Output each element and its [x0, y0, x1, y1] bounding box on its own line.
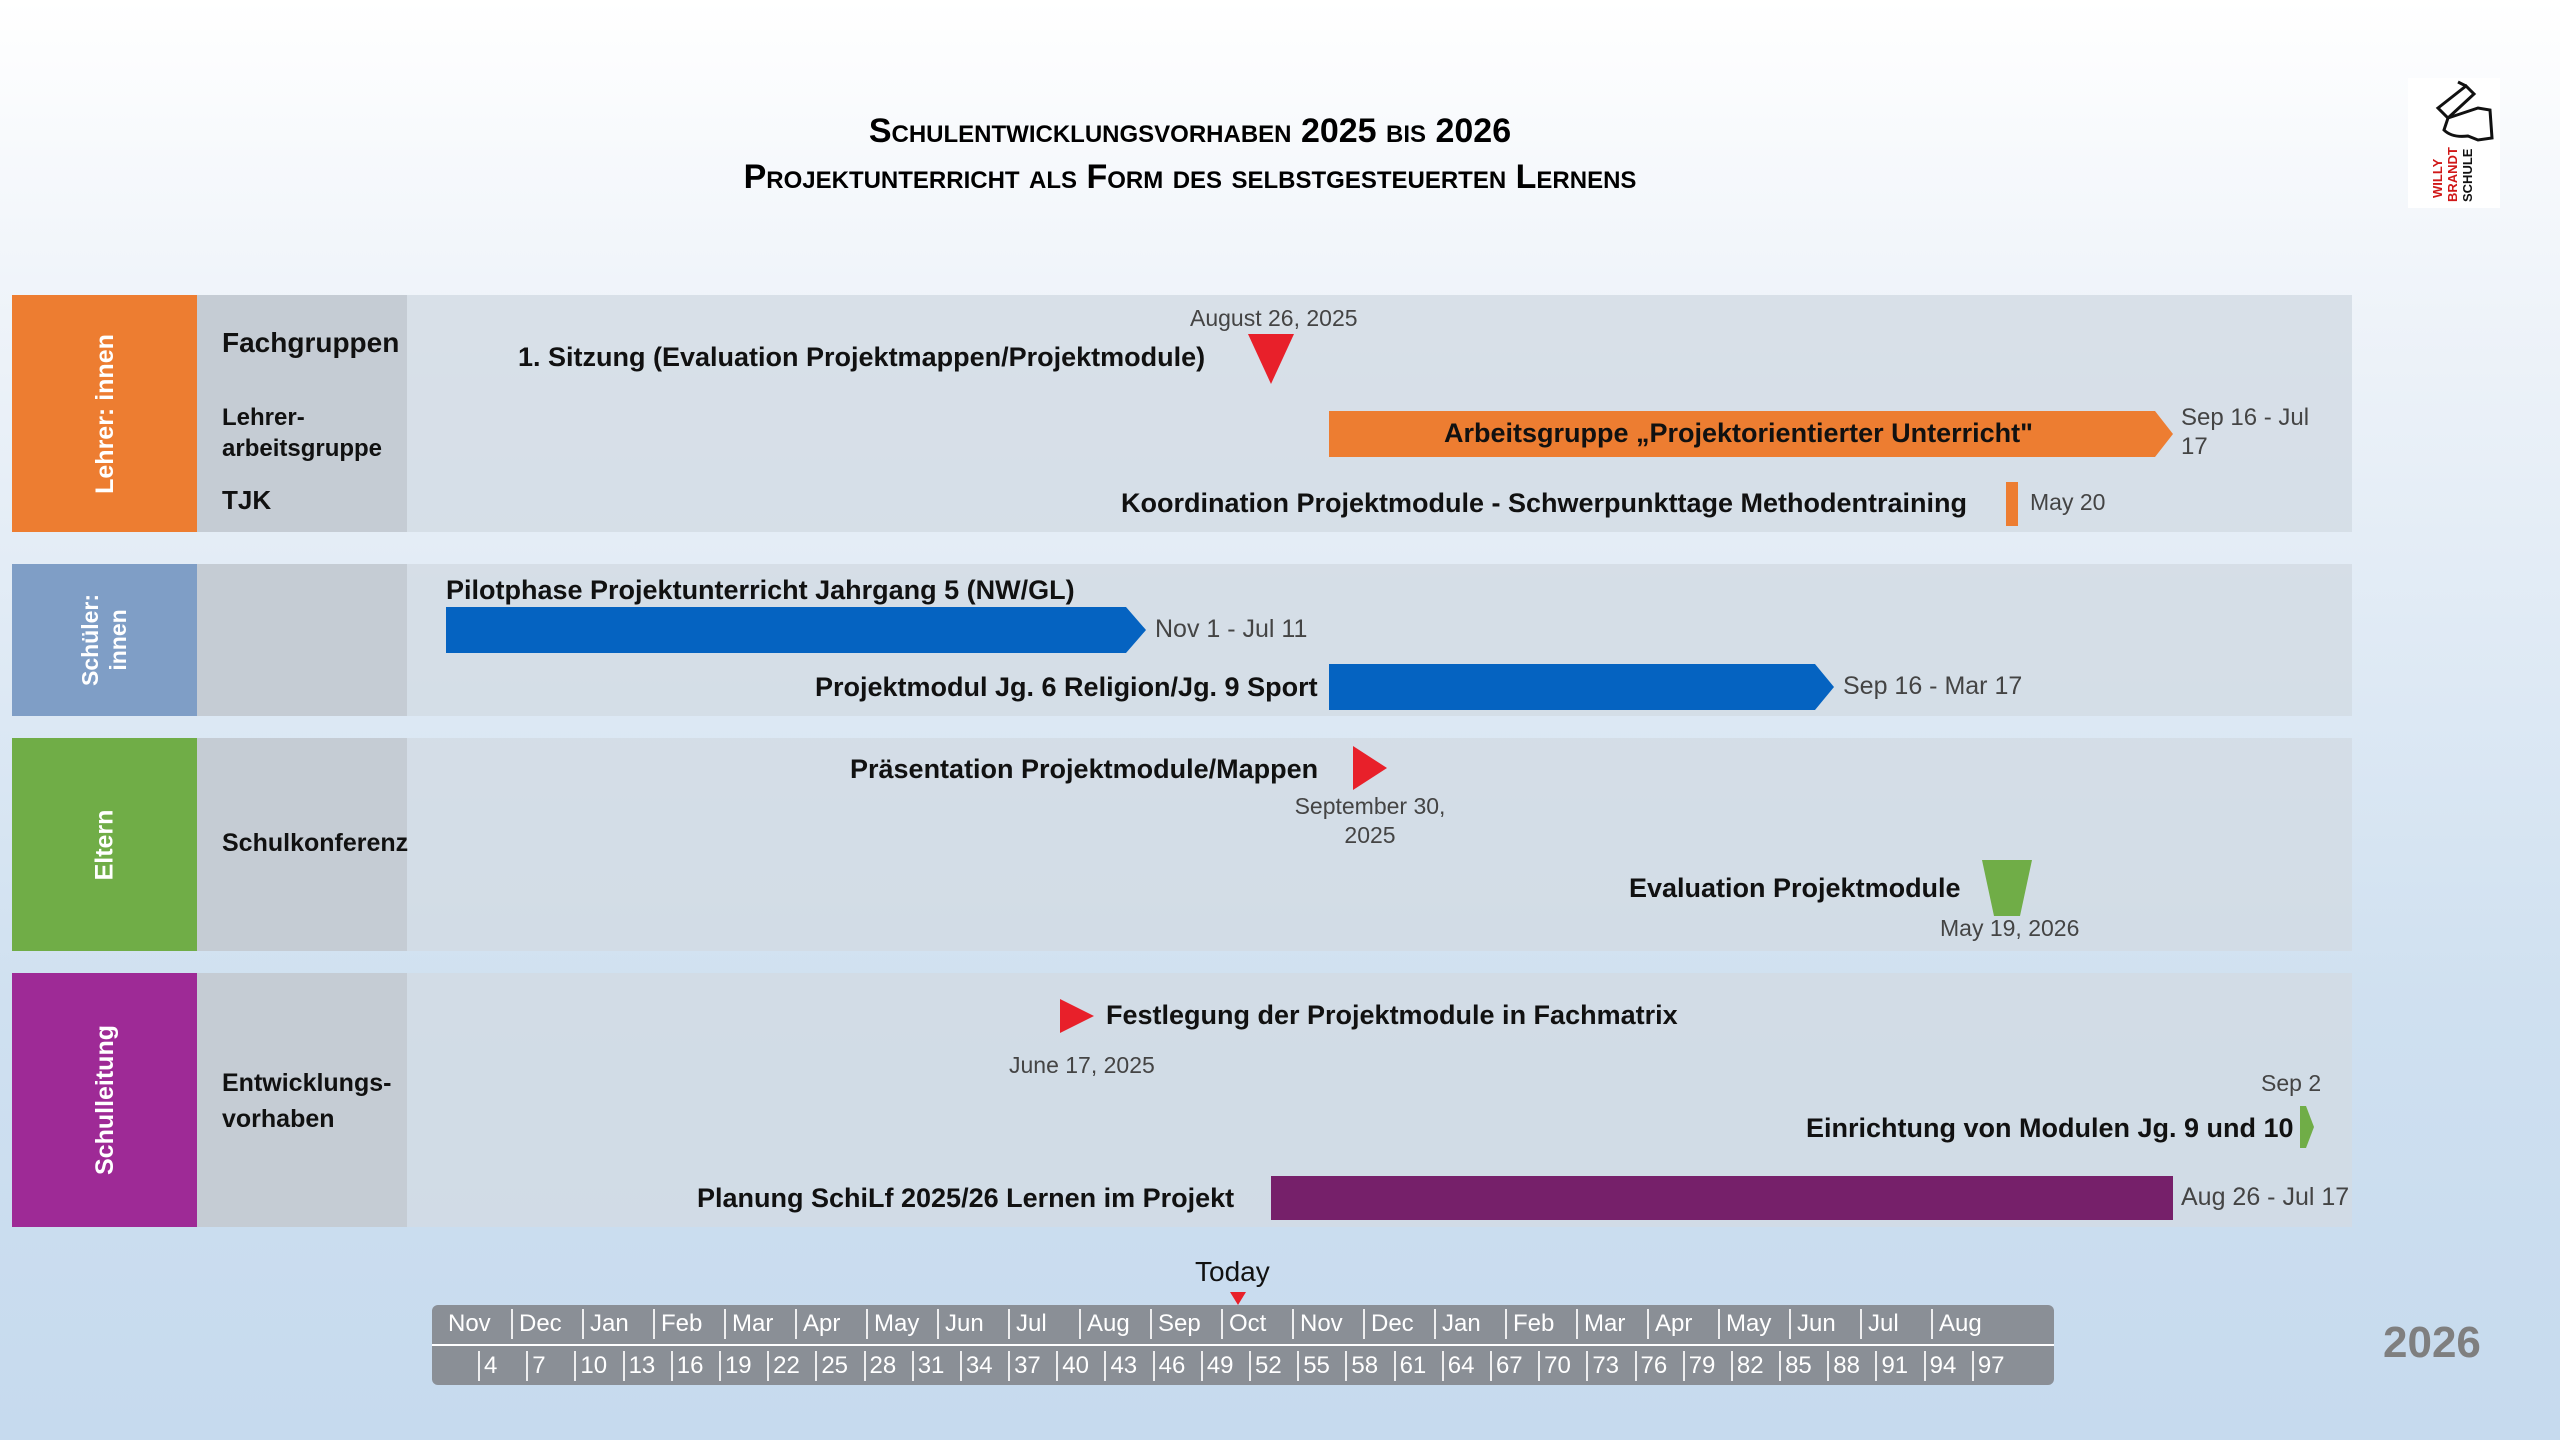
timeline-month-label: Oct	[1229, 1310, 1267, 1337]
timeline-week-label: 58	[1351, 1352, 1379, 1379]
timeline-week-label: 37	[1014, 1352, 1041, 1379]
milestone-date-1-sitzung: August 26, 2025	[1190, 305, 1358, 331]
timeline-month-label: Jan	[1442, 1310, 1481, 1337]
timeline-month-separator	[1718, 1309, 1720, 1339]
timeline-month-separator	[1931, 1309, 1933, 1339]
timeline-divider	[432, 1344, 2054, 1346]
timeline-week-separator	[1201, 1351, 1203, 1381]
timeline-month-separator	[653, 1309, 655, 1339]
timeline-month-separator	[1363, 1309, 1365, 1339]
task-label-1-sitzung: 1. Sitzung (Evaluation Projektmappen/Projektmodule)	[518, 342, 1206, 372]
timeline-week-separator	[671, 1351, 673, 1381]
timeline-month-label: Mar	[732, 1310, 774, 1337]
logo-lettering-willy: WILLY	[2430, 158, 2445, 198]
timeline-month-separator	[1860, 1309, 1862, 1339]
timeline-week-label: 34	[965, 1352, 993, 1379]
milestone-marker-down	[1246, 332, 1296, 386]
subgroup-schulkonferenz: Schulkonferenz	[222, 829, 409, 857]
timeline-month-separator	[1221, 1309, 1223, 1339]
timeline-week-label: 94	[1929, 1352, 1957, 1379]
timeline-week-separator	[1297, 1351, 1299, 1381]
task-bar-projektmodul	[1329, 664, 1834, 710]
timeline-month-label: Feb	[661, 1310, 703, 1337]
timeline-month-label: Mar	[1584, 1310, 1626, 1337]
timeline-week-separator	[1442, 1351, 1444, 1381]
task-dates-koordination: May 20	[2030, 489, 2106, 515]
title-line-1: Schulentwicklungsvorhaben 2025 bis 2026	[868, 112, 1512, 150]
timeline-month-label: Jul	[1868, 1310, 1899, 1337]
timeline-month-label: Aug	[1087, 1310, 1130, 1337]
task-label-evaluation: Evaluation Projektmodule	[1629, 873, 1961, 903]
timeline-week-separator	[478, 1351, 480, 1381]
task-dates-pilotphase: Nov 1 - Jul 11	[1155, 615, 1308, 643]
timeline-week-separator	[1972, 1351, 1974, 1381]
logo-lettering-brandt: BRANDT	[2445, 147, 2460, 202]
timeline-week-label: 25	[821, 1352, 849, 1379]
task-dates-projektmodul: Sep 16 - Mar 17	[1843, 672, 2023, 700]
task-label-koordination: Koordination Projektmodule - Schwerpunkttage Methodentraining	[1121, 488, 1968, 518]
timeline-week-label: 4	[484, 1352, 498, 1379]
task-bar-koordination	[2006, 482, 2018, 526]
timeline-month-separator	[1789, 1309, 1791, 1339]
timeline-week-label: 7	[532, 1352, 546, 1379]
section-label-text: Schulleitung	[90, 1025, 119, 1175]
task-label-projektmodul: Projektmodul Jg. 6 Religion/Jg. 9 Sport	[815, 672, 1318, 702]
timeline-week-separator	[1779, 1351, 1781, 1381]
timeline-month-label: May	[874, 1310, 920, 1337]
timeline-month-label: Nov	[1300, 1310, 1343, 1337]
timeline-week-label: 49	[1206, 1352, 1234, 1379]
timeline-month-label: Dec	[1371, 1310, 1414, 1337]
timeline-week-separator	[1345, 1351, 1347, 1381]
timeline-week-label: 88	[1833, 1352, 1860, 1379]
timeline-week-label: 10	[580, 1352, 608, 1379]
timeline-week-separator	[1490, 1351, 1492, 1381]
subgroup-entwicklungsvorhaben-text: Entwicklungs- vorhaben	[222, 1069, 392, 1133]
task-bar-planung-schilf	[1271, 1176, 2173, 1220]
task-label-einrichtung: Einrichtung von Modulen Jg. 9 und 10	[1806, 1113, 2294, 1143]
timeline-month-label: Dec	[519, 1310, 562, 1337]
timeline-week-separator	[719, 1351, 721, 1381]
timeline-month-label: Apr	[803, 1310, 841, 1337]
timeline-week-separator	[1008, 1351, 1010, 1381]
task-label-praesentation: Präsentation Projektmodule/Mappen	[850, 754, 1319, 784]
section-label-text: Eltern	[90, 809, 119, 880]
timeline-months	[432, 1305, 2054, 1343]
task-label-festlegung: Festlegung der Projektmodule in Fachmatrix	[1106, 1000, 1678, 1030]
timeline-week-separator	[912, 1351, 914, 1381]
timeline-month-separator	[1150, 1309, 1152, 1339]
timeline-month-label: Jun	[945, 1310, 984, 1337]
year-label: 2026	[2383, 1318, 2481, 1367]
timeline-week-label: 13	[628, 1352, 656, 1379]
timeline-month-label: Nov	[448, 1310, 491, 1337]
timeline-month-separator	[866, 1309, 868, 1339]
timeline-week-separator	[1394, 1351, 1396, 1381]
timeline-week-separator	[574, 1351, 576, 1381]
timeline-week-label: 91	[1881, 1352, 1909, 1379]
milestone-marker-right	[1058, 997, 1096, 1035]
timeline-weeks	[432, 1347, 2054, 1385]
timeline-week-separator	[1153, 1351, 1155, 1381]
timeline-week-separator	[1056, 1351, 1058, 1381]
task-dates-planung-schilf: Aug 26 - Jul 17	[2181, 1183, 2350, 1211]
timeline-month-separator	[1008, 1309, 1010, 1339]
timeline-month-label: Aug	[1939, 1310, 1982, 1337]
milestone-date-praesentation-text: September 30, 2025	[1294, 793, 1446, 848]
timeline-month-separator	[937, 1309, 939, 1339]
timeline-month-separator	[724, 1309, 726, 1339]
timeline-week-label: 40	[1062, 1352, 1089, 1379]
milestone-marker-green	[1982, 860, 2032, 916]
timeline-month-label: Jul	[1016, 1310, 1047, 1337]
timeline-month-separator	[1292, 1309, 1294, 1339]
task-dates-arbeitsgruppe-text: Sep 16 - Jul 17	[2181, 404, 2310, 460]
timeline-week-label: 64	[1447, 1352, 1475, 1379]
timeline-month-label: Jun	[1797, 1310, 1836, 1337]
timeline-week-label: 31	[917, 1352, 945, 1379]
timeline-week-label: 61	[1399, 1352, 1427, 1379]
timeline-week-label: 73	[1592, 1352, 1620, 1379]
timeline-week-separator	[767, 1351, 769, 1381]
timeline-week-label: 22	[773, 1352, 800, 1379]
section-label-text: Lehrer: innen	[90, 333, 119, 494]
timeline-week-separator	[1635, 1351, 1637, 1381]
timeline-month-label: Jan	[590, 1310, 629, 1337]
task-label-pilotphase: Pilotphase Projektunterricht Jahrgang 5 (NW/GL)	[446, 575, 1075, 605]
timeline-month-separator	[1505, 1309, 1507, 1339]
timeline-week-separator	[1731, 1351, 1733, 1381]
milestone-date-evaluation: May 19, 2026	[1940, 915, 2080, 941]
timeline-week-separator	[864, 1351, 866, 1381]
task-bar-pilotphase	[446, 607, 1146, 653]
timeline-month-separator	[1647, 1309, 1649, 1339]
timeline-week-separator	[1586, 1351, 1588, 1381]
timeline-week-separator	[1827, 1351, 1829, 1381]
timeline-week-label: 70	[1544, 1352, 1571, 1379]
timeline-week-separator	[1249, 1351, 1251, 1381]
timeline-week-label: 79	[1688, 1352, 1716, 1379]
timeline-week-separator	[1683, 1351, 1685, 1381]
timeline-month-label: Feb	[1513, 1310, 1555, 1337]
timeline-week-label: 97	[1977, 1352, 2005, 1379]
timeline-month-separator	[795, 1309, 797, 1339]
logo-lettering-schule: SCHULE	[2460, 148, 2475, 202]
timeline-month-separator	[511, 1309, 513, 1339]
title-block	[0, 108, 2380, 200]
timeline-month-separator	[1576, 1309, 1578, 1339]
task-label-arbeitsgruppe: Arbeitsgruppe „Projektorientierter Unterricht"	[1444, 418, 2033, 448]
timeline-week-label: 55	[1303, 1352, 1330, 1379]
subgroup-entwicklungsvorhaben	[222, 1065, 391, 1137]
subgroup-lehrerarbeitsgruppe	[222, 402, 382, 464]
timeline-month-separator	[582, 1309, 584, 1339]
timeline-week-label: 28	[869, 1352, 897, 1379]
section-label-text: Schüler: innen	[77, 593, 132, 687]
timeline-month-label: Sep	[1158, 1310, 1201, 1337]
timeline-week-label: 76	[1640, 1352, 1668, 1379]
timeline-month-label: May	[1726, 1310, 1772, 1337]
timeline-month-label: Apr	[1655, 1310, 1693, 1337]
timeline-week-label: 52	[1255, 1352, 1282, 1379]
timeline-week-separator	[526, 1351, 528, 1381]
school-logo	[2408, 78, 2500, 208]
milestone-marker-right	[1351, 744, 1389, 792]
subgroup-lehrerarbeitsgruppe-text: Lehrer- arbeitsgruppe	[222, 404, 383, 462]
timeline-week-separator	[1104, 1351, 1106, 1381]
milestone-date-praesentation	[1270, 792, 1470, 850]
subgroup-fachgruppen: Fachgruppen	[222, 327, 400, 358]
subgroup-tjk: TJK	[222, 485, 272, 515]
timeline-week-label: 43	[1110, 1352, 1138, 1379]
title-line-2: Projektunterricht als Form des selbstgesteuerten Lernens	[743, 158, 1637, 196]
today-label: Today	[1195, 1256, 1270, 1287]
section-label-lehrer	[12, 295, 197, 532]
timeline-week-label: 82	[1736, 1352, 1764, 1379]
milestone-date-festlegung: June 17, 2025	[1009, 1052, 1155, 1078]
timeline-week-label: 19	[724, 1352, 752, 1379]
timeline-scale	[432, 1305, 2054, 1385]
timeline-week-label: 46	[1158, 1352, 1186, 1379]
timeline-week-label: 67	[1495, 1352, 1523, 1379]
timeline-week-separator	[815, 1351, 817, 1381]
pen-hand-icon	[2408, 78, 2500, 208]
timeline-week-label: 85	[1785, 1352, 1812, 1379]
timeline-month-separator	[1079, 1309, 1081, 1339]
timeline-week-separator	[1875, 1351, 1877, 1381]
section-label-schueler	[12, 564, 197, 716]
milestone-date-einrichtung: Sep 2	[2261, 1070, 2322, 1096]
timeline-week-separator	[1538, 1351, 1540, 1381]
timeline-week-separator	[1924, 1351, 1926, 1381]
timeline-week-separator	[623, 1351, 625, 1381]
section-label-schulleitung	[12, 973, 197, 1227]
task-dates-arbeitsgruppe	[2181, 403, 2331, 461]
milestone-marker-green	[2300, 1106, 2314, 1148]
timeline-month-separator	[1434, 1309, 1436, 1339]
section-label-eltern	[12, 738, 197, 951]
timeline-week-label: 16	[676, 1352, 704, 1379]
timeline-week-separator	[960, 1351, 962, 1381]
today-marker	[1230, 1292, 1246, 1306]
subgroup-column	[197, 564, 407, 716]
task-label-planung-schilf: Planung SchiLf 2025/26 Lernen im Projekt	[697, 1183, 1235, 1213]
